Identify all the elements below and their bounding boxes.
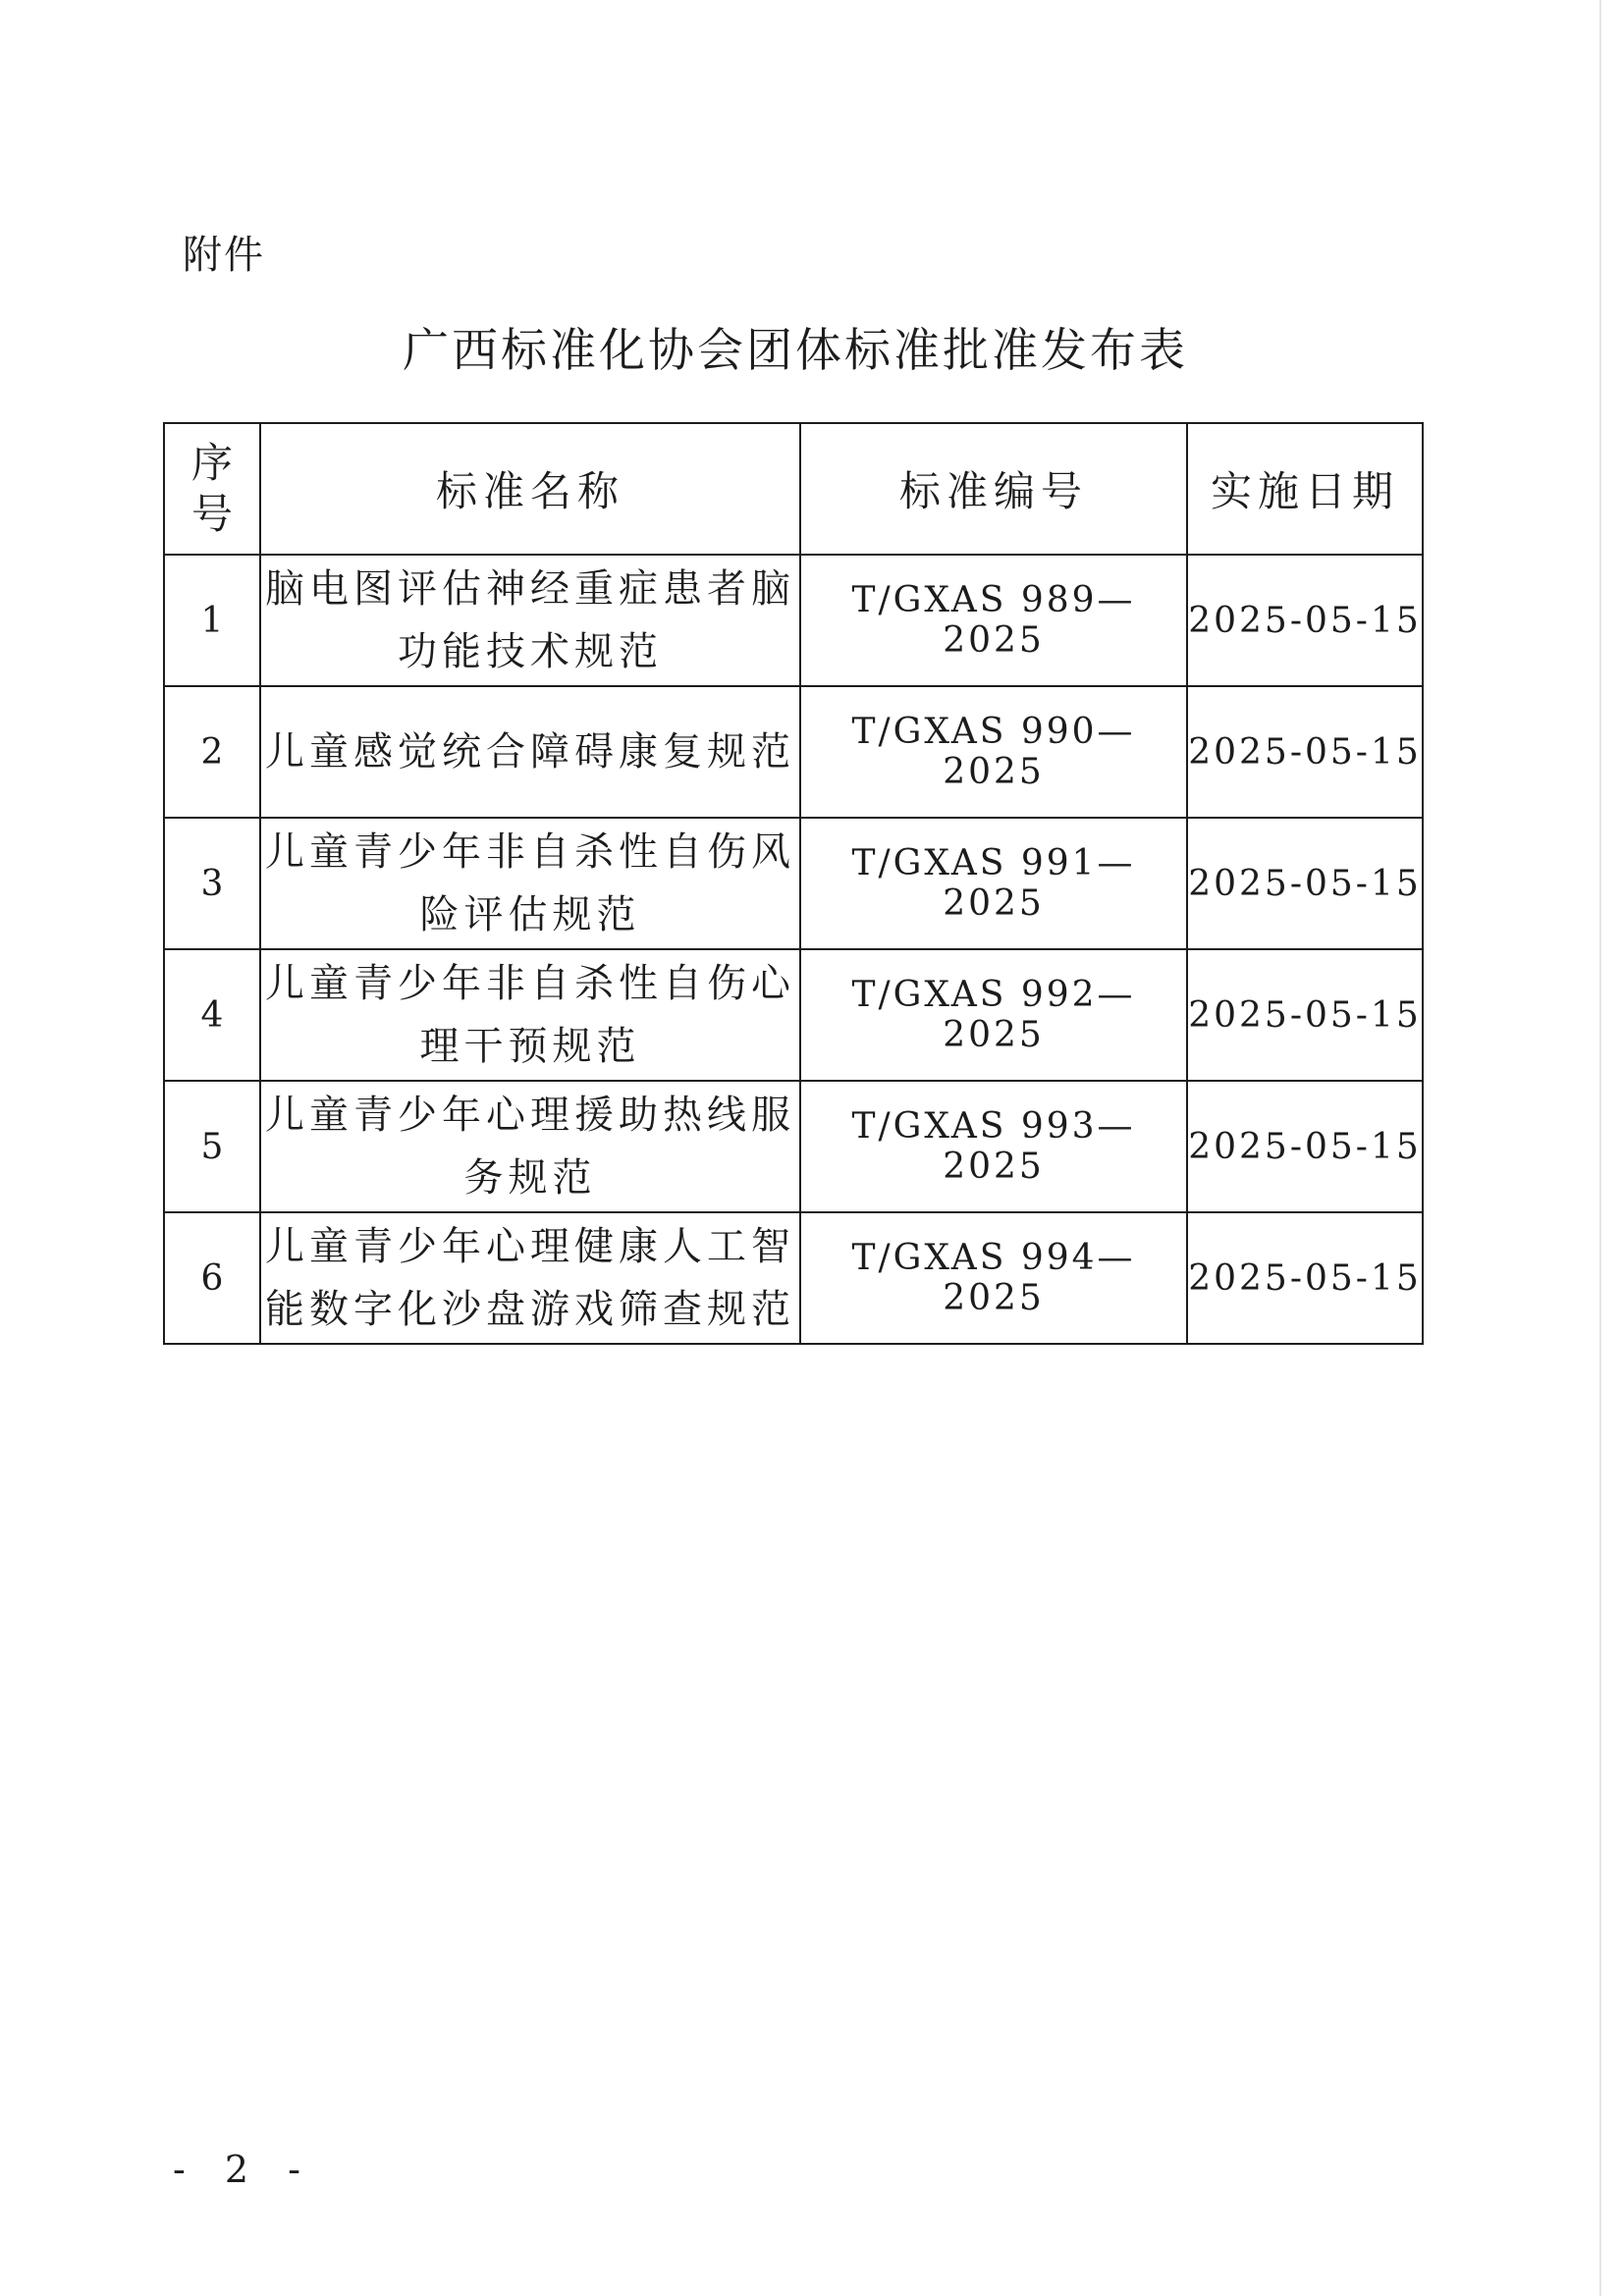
standards-table <box>163 422 1424 1345</box>
row-standard-code: T/GXAS 993—2025 <box>800 1081 1187 1212</box>
scan-edge-line <box>1599 0 1601 2296</box>
row-standard-name: 儿童青少年非自杀性自伤风险评估规范 <box>260 818 800 949</box>
row-standard-code: T/GXAS 990—2025 <box>800 686 1187 818</box>
table-header-row <box>164 423 1423 555</box>
row-effective-date: 2025-05-15 <box>1187 818 1423 949</box>
row-effective-date: 2025-05-15 <box>1187 686 1423 818</box>
row-effective-date: 2025-05-15 <box>1187 1081 1423 1212</box>
row-standard-name: 儿童感觉统合障碍康复规范 <box>260 686 800 818</box>
table-row <box>164 949 1423 1081</box>
header-standard-code: 标准编号 <box>800 423 1187 555</box>
row-standard-code: T/GXAS 992—2025 <box>800 949 1187 1081</box>
document-title: 广西标准化协会团体标准批准发布表 <box>403 324 1188 378</box>
row-standard-name: 脑电图评估神经重症患者脑功能技术规范 <box>260 555 800 686</box>
table-row <box>164 686 1423 818</box>
table-row <box>164 818 1423 949</box>
header-serial-number: 序号 <box>164 423 260 555</box>
header-standard-name: 标准名称 <box>260 423 800 555</box>
row-serial-number: 1 <box>164 555 260 686</box>
row-standard-name: 儿童青少年心理援助热线服务规范 <box>260 1081 800 1212</box>
row-serial-number: 3 <box>164 818 260 949</box>
row-effective-date: 2025-05-15 <box>1187 949 1423 1081</box>
row-serial-number: 6 <box>164 1212 260 1344</box>
header-effective-date: 实施日期 <box>1187 423 1423 555</box>
table-row <box>164 555 1423 686</box>
row-serial-number: 4 <box>164 949 260 1081</box>
row-effective-date: 2025-05-15 <box>1187 555 1423 686</box>
row-standard-code: T/GXAS 991—2025 <box>800 818 1187 949</box>
row-effective-date: 2025-05-15 <box>1187 1212 1423 1344</box>
row-standard-name: 儿童青少年心理健康人工智能数字化沙盘游戏筛查规范 <box>260 1212 800 1344</box>
row-standard-name: 儿童青少年非自杀性自伤心理干预规范 <box>260 949 800 1081</box>
attachment-label: 附件 <box>183 233 265 278</box>
page-number: - 2 - <box>173 2148 315 2191</box>
table-row <box>164 1212 1423 1344</box>
row-serial-number: 2 <box>164 686 260 818</box>
table-row <box>164 1081 1423 1212</box>
row-standard-code: T/GXAS 989—2025 <box>800 555 1187 686</box>
row-standard-code: T/GXAS 994—2025 <box>800 1212 1187 1344</box>
row-serial-number: 5 <box>164 1081 260 1212</box>
